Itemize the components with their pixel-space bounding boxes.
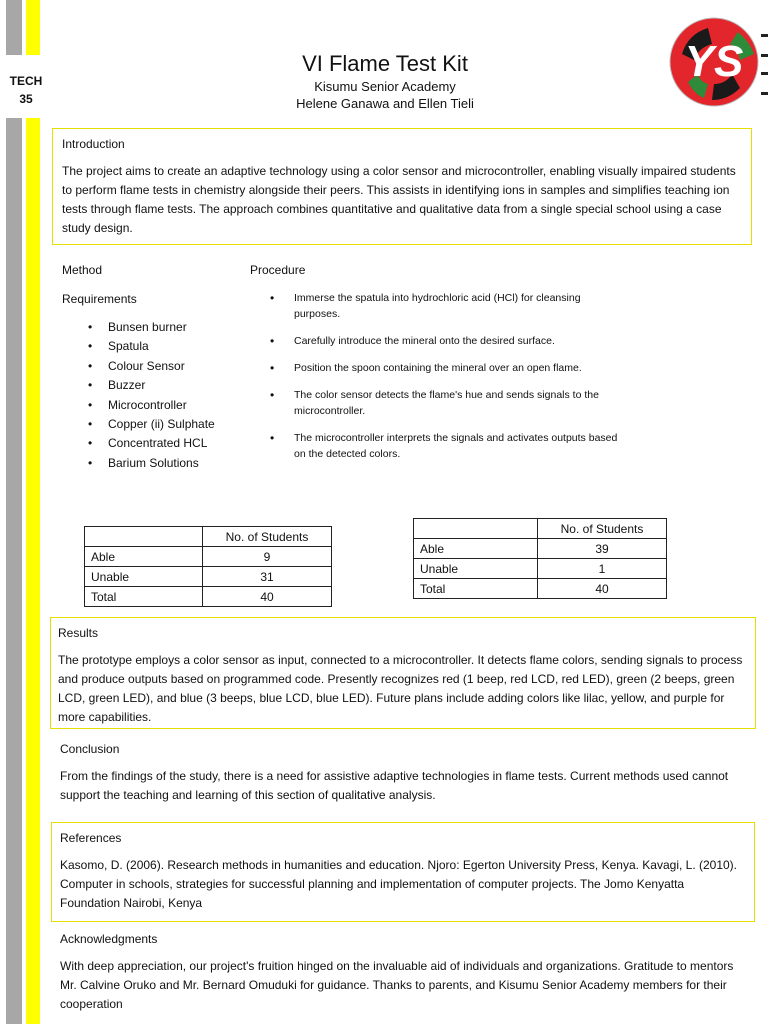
acknowledgments-title: Acknowledgments xyxy=(60,932,158,946)
table-cell: 9 xyxy=(203,547,332,567)
table-cell: 1 xyxy=(538,559,667,579)
results-title: Results xyxy=(58,626,99,640)
requirements-list xyxy=(62,318,262,473)
list-item: • Spatula xyxy=(62,337,262,356)
side-bar-grey-bottom xyxy=(6,118,22,1024)
conclusion-section xyxy=(60,741,744,805)
list-item: • Colour Sensor xyxy=(62,357,262,376)
list-item: • The color sensor detects the flame's hue and sends signals to the microcontroller. xyxy=(250,387,620,419)
list-item: • Barium Solutions xyxy=(62,454,262,473)
students-table-left xyxy=(84,526,332,607)
logo-text: YS xyxy=(684,37,744,86)
table-row xyxy=(414,579,667,599)
list-item: • Microcontroller xyxy=(62,396,262,415)
table-cell: Unable xyxy=(414,559,538,579)
acknowledgments-text: With deep appreciation, our project's fruition hinged on the invaluable aid of individuals and organizations. Gratitude to mentors Mr. Calvine Oruko and Mr. Bernard Omuduki for guidance. Thanks to parents, and Kisumu Senior Academy members for their cooperation xyxy=(60,959,734,1011)
table-cell: Unable xyxy=(85,567,203,587)
authors: Helene Ganawa and Ellen Tieli xyxy=(296,96,474,111)
references-section xyxy=(51,822,755,922)
side-bar-grey-top xyxy=(6,0,22,55)
table-header-cell: No. of Students xyxy=(538,519,667,539)
references-text: Kasomo, D. (2006). Research methods in humanities and education. Njoro: Egerton University Press, Kenya. Kavagi, L. (2010). Computer in schools, strategies for successful planning and implementation of computer projects. The Jomo Kenyatta Foundation Nairobi, Kenya xyxy=(60,858,738,910)
tech-label-line2: 35 xyxy=(19,92,33,106)
table-row xyxy=(414,539,667,559)
conclusion-title: Conclusion xyxy=(60,742,120,756)
list-item: • Bunsen burner xyxy=(62,318,262,337)
table-cell: 39 xyxy=(538,539,667,559)
tech-label-line1: TECH xyxy=(9,74,43,88)
requirements-title: Requirements xyxy=(62,292,137,306)
table-cell: Total xyxy=(414,579,538,599)
results-text: The prototype employs a color sensor as input, connected to a microcontroller. It detects flame colors, sending signals to process and produce outputs based on programmed code. Presently recognizes red (1 beep, red LCD, red LED), green (2 beeps, green LCD, green LED), and blue (3 beeps, blue LCD, blue LED). Future plans include adding colors like lilac, yellow, and purple for more capabilities. xyxy=(58,653,743,724)
introduction-title: Introduction xyxy=(62,137,125,151)
tech-label xyxy=(0,72,52,108)
table-row xyxy=(414,519,667,539)
table-cell xyxy=(85,527,203,547)
side-bar-yellow-top xyxy=(26,0,40,55)
page-title: VI Flame Test Kit xyxy=(302,51,468,76)
method-title: Method xyxy=(62,263,103,277)
acknowledgments-section xyxy=(60,931,744,1014)
introduction-section xyxy=(52,128,752,245)
poster-header xyxy=(150,50,620,112)
list-item: • Copper (ii) Sulphate xyxy=(62,415,262,434)
table-cell: 40 xyxy=(538,579,667,599)
introduction-text: The project aims to create an adaptive technology using a color sensor and microcontroller, enabling visually impaired students to perform flame tests in chemistry alongside their peers. This assists in identifying ions in samples and simplifies teaching ion tests through flame tests. The approach combines quantitative and qualitative data from a single special school using a case study design. xyxy=(62,164,736,235)
references-title: References xyxy=(60,831,122,845)
table-cell xyxy=(414,519,538,539)
table-row xyxy=(85,527,332,547)
list-item: • Buzzer xyxy=(62,376,262,395)
list-item: • Concentrated HCL xyxy=(62,434,262,453)
list-item: • Carefully introduce the mineral onto the desired surface. xyxy=(250,333,620,349)
side-bar-yellow-bottom xyxy=(26,118,40,1024)
table-cell: 31 xyxy=(203,567,332,587)
table-cell: Able xyxy=(85,547,203,567)
students-table-right xyxy=(413,518,667,599)
list-item: • The microcontroller interprets the signals and activates outputs based on the detected colors. xyxy=(250,430,620,462)
table-header-cell: No. of Students xyxy=(203,527,332,547)
procedure-title: Procedure xyxy=(250,263,306,277)
list-item: • Position the spoon containing the mineral over an open flame. xyxy=(250,360,620,376)
list-item: • Immerse the spatula into hydrochloric acid (HCl) for cleansing purposes. xyxy=(250,290,620,322)
procedure-list xyxy=(250,290,620,473)
table-cell: Able xyxy=(414,539,538,559)
results-section xyxy=(50,617,756,729)
table-row xyxy=(414,559,667,579)
table-row xyxy=(85,587,332,607)
table-row xyxy=(85,567,332,587)
school-name: Kisumu Senior Academy xyxy=(314,79,456,94)
conclusion-text: From the findings of the study, there is a need for assistive adaptive technologies in flame tests. Current methods used cannot support the teaching and learning of this section of qualitative analysis. xyxy=(60,769,729,802)
table-row xyxy=(85,547,332,567)
table-cell: Total xyxy=(85,587,203,607)
school-logo xyxy=(668,14,768,110)
table-cell: 40 xyxy=(203,587,332,607)
